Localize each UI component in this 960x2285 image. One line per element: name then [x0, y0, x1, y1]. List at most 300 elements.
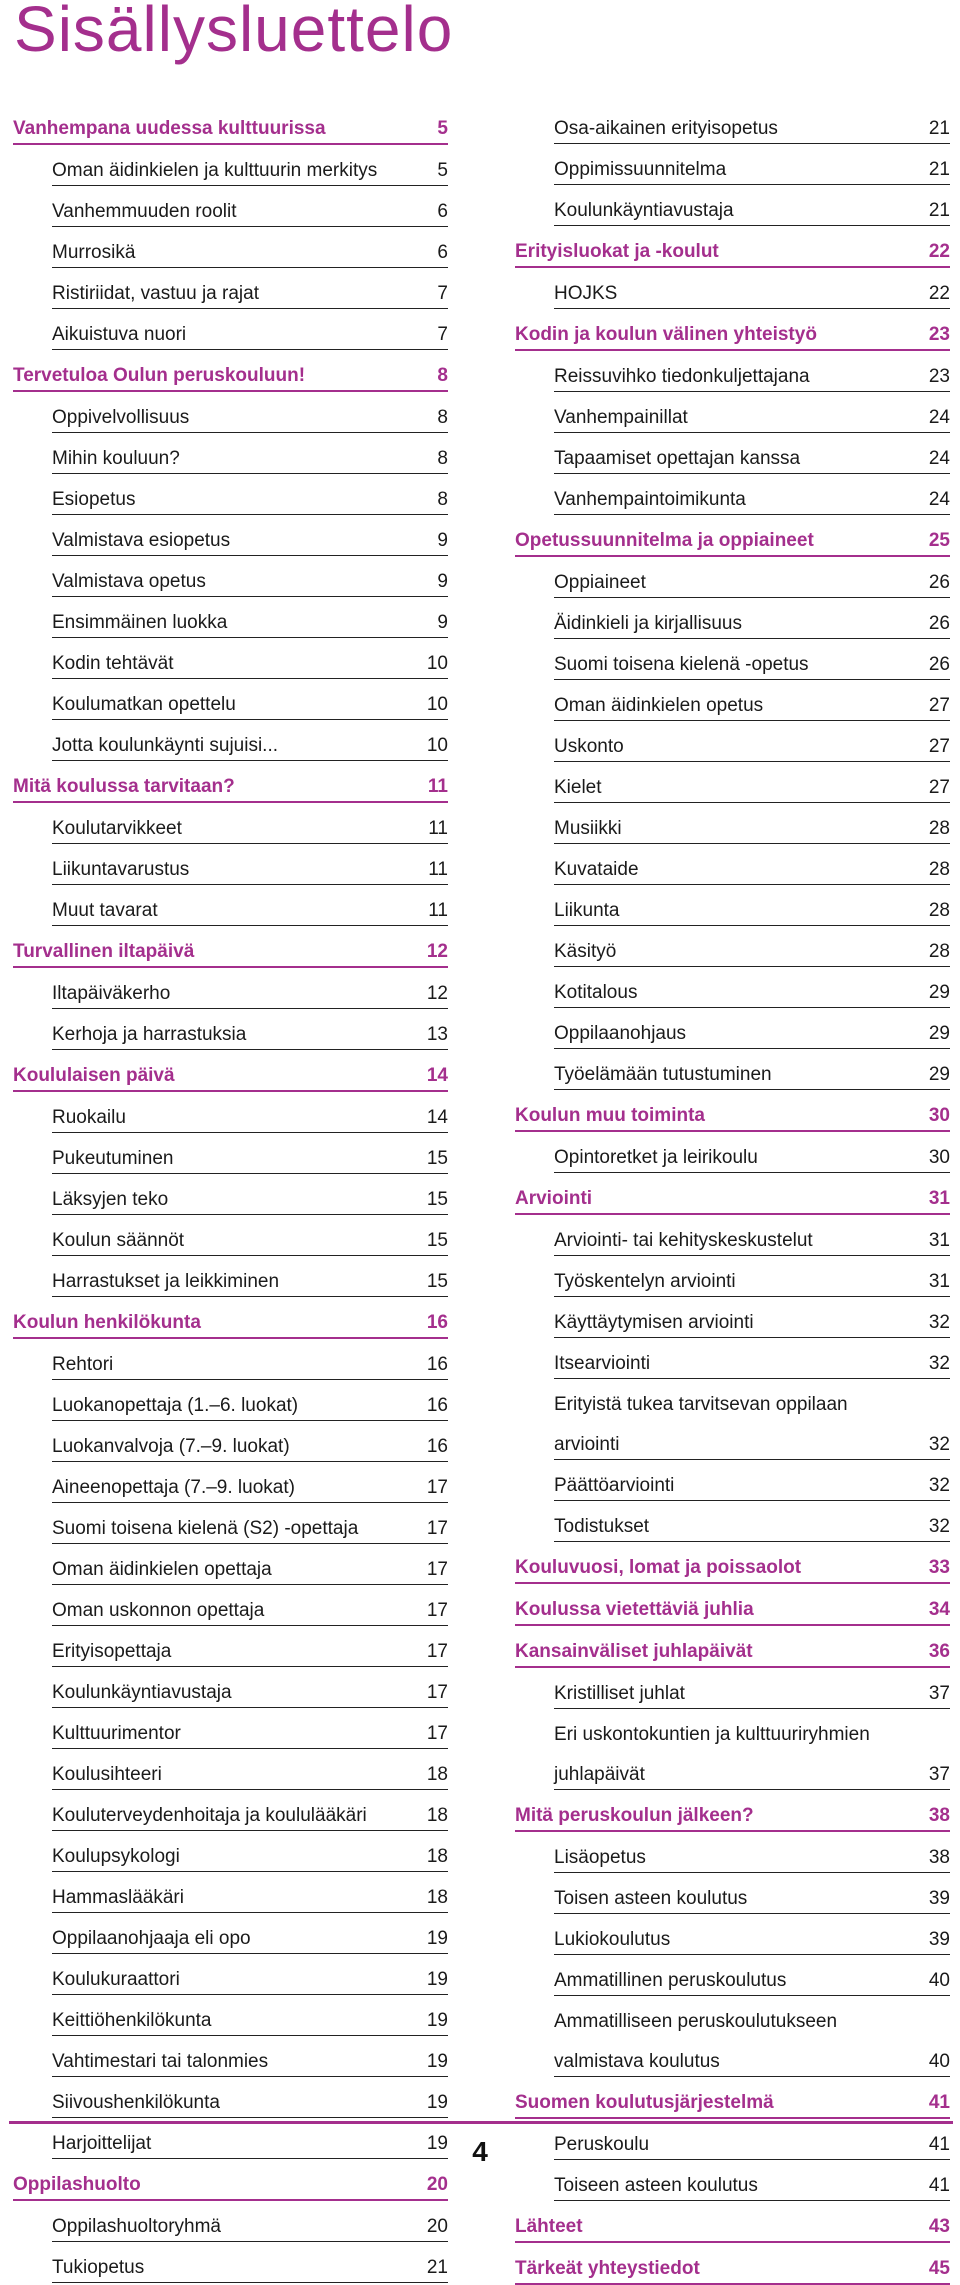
toc-page-number: 10 [426, 694, 448, 715]
toc-entry-link[interactable] [554, 185, 950, 226]
toc-entry-link[interactable] [554, 926, 950, 967]
toc-page-number: 39 [928, 1929, 950, 1950]
toc-entry-title: Toiseen asteen koulutus [554, 2175, 758, 2196]
toc-entry-link[interactable] [52, 2077, 448, 2118]
toc-entry-title: Koulusihteeri [52, 1764, 162, 1785]
toc-entry-link[interactable] [52, 597, 448, 638]
toc-entry-link[interactable] [554, 1749, 950, 1790]
toc-entry-title: Harjoittelijat [52, 2133, 152, 2154]
toc-entry-title: Erityistä tukea tarvitsevan oppilaan [554, 1394, 848, 1415]
toc-entry-title: Oppilashuolto [13, 2174, 141, 2195]
toc-page-number: 17 [426, 1600, 448, 1621]
toc-entry-link[interactable] [554, 2036, 950, 2077]
toc-page-number: 14 [426, 1065, 448, 1086]
toc-page-number: 31 [928, 1188, 950, 1209]
toc-page-number: 5 [437, 118, 448, 139]
toc-entry-title: Suomen koulutusjärjestelmä [515, 2092, 774, 2113]
toc-page-number: 8 [437, 448, 448, 469]
toc-entry-link[interactable] [52, 1626, 448, 1667]
toc-entry-link[interactable] [52, 392, 448, 433]
toc-entry-link[interactable] [52, 968, 448, 1009]
toc-entry-link[interactable] [554, 144, 950, 185]
toc-entry-title: Todistukset [554, 1516, 650, 1537]
toc-entry-title: Koulunkäyntiavustaja [554, 200, 734, 221]
toc-entry-link[interactable] [554, 1501, 950, 1542]
toc-entry-title: Käsityö [554, 941, 617, 962]
toc-page-number: 37 [928, 1764, 950, 1785]
toc-page-number: 9 [437, 571, 448, 592]
toc-entry-title: Esiopetus [52, 489, 136, 510]
toc-page-number: 27 [928, 695, 950, 716]
toc-entry-title: Toisen asteen koulutus [554, 1888, 748, 1909]
toc-page-number: 6 [437, 242, 448, 263]
toc-page-number: 22 [928, 241, 950, 262]
toc-entry-title: Turvallinen iltapäivä [13, 941, 195, 962]
toc-page-number: 30 [928, 1147, 950, 1168]
toc-section-link[interactable] [13, 1297, 448, 1339]
toc-page-number: 12 [426, 941, 448, 962]
toc-page-number: 41 [928, 2134, 950, 2155]
toc-entry-link[interactable] [52, 638, 448, 679]
toc-page-number: 32 [928, 1353, 950, 1374]
toc-page-number: 15 [426, 1148, 448, 1169]
toc-entry-link[interactable] [52, 1544, 448, 1585]
toc-entry-link[interactable] [52, 1995, 448, 2036]
toc-entry-link[interactable] [52, 1092, 448, 1133]
toc-entry-title: Tärkeät yhteystiedot [515, 2258, 700, 2279]
toc-entry-title: Erityisluokat ja -koulut [515, 241, 719, 262]
toc-entry-link[interactable] [554, 474, 950, 515]
toc-entry-title: HOJKS [554, 283, 618, 304]
toc-entry-link[interactable] [52, 1462, 448, 1503]
toc-page-number: 16 [426, 1312, 448, 1333]
toc-page-number: 8 [437, 407, 448, 428]
toc-entry-title: Työelämään tutustuminen [554, 1064, 772, 1085]
toc-entry-title: Koulutarvikkeet [52, 818, 182, 839]
toc-page-number: 18 [426, 1846, 448, 1867]
toc-page-number: 38 [928, 1805, 950, 1826]
toc-entry-link[interactable] [554, 1709, 950, 1749]
toc-page-number: 36 [928, 1641, 950, 1662]
toc-entry-title: Arviointi [515, 1188, 593, 1209]
toc-entry-title: Hammaslääkäri [52, 1887, 184, 1908]
toc-entry-link[interactable] [554, 1132, 950, 1173]
toc-page-number: 11 [428, 818, 448, 839]
toc-entry-title: Vanhempaintoimikunta [554, 489, 746, 510]
toc-entry-link[interactable] [52, 2242, 448, 2283]
toc-page-number: 32 [928, 1475, 950, 1496]
toc-page-number: 15 [426, 1189, 448, 1210]
toc-entry-title: Liikuntavarustus [52, 859, 190, 880]
toc-page-number: 24 [928, 489, 950, 510]
toc-entry-link[interactable] [52, 679, 448, 720]
toc-entry-title: Kansainväliset juhlapäivät [515, 1641, 753, 1662]
toc-entry-title: Kulttuurimentor [52, 1723, 181, 1744]
toc-page-number: 11 [428, 859, 448, 880]
toc-entry-link[interactable] [52, 885, 448, 926]
toc-left-column [13, 103, 448, 2283]
toc-page-number: 29 [928, 982, 950, 1003]
toc-entry-link[interactable] [52, 1174, 448, 1215]
toc-page-number: 17 [426, 1723, 448, 1744]
toc-page-number: 18 [426, 1764, 448, 1785]
toc-page-number: 28 [928, 900, 950, 921]
toc-page-number: 33 [928, 1557, 950, 1578]
toc-entry-link[interactable] [554, 639, 950, 680]
toc-entry-title: Koulunkäyntiavustaja [52, 1682, 232, 1703]
toc-page-number: 8 [437, 365, 448, 386]
toc-entry-title: Koulumatkan opettelu [52, 694, 236, 715]
toc-page-number: 20 [426, 2216, 448, 2237]
toc-page-number: 29 [928, 1023, 950, 1044]
toc-section-link[interactable] [13, 1050, 448, 1092]
toc-entry-title: Ammatilliseen peruskoulutukseen [554, 2011, 838, 2032]
toc-entry-title: Opetussuunnitelma ja oppiaineet [515, 530, 814, 551]
toc-page-number: 29 [928, 1064, 950, 1085]
toc-page-number: 40 [928, 1970, 950, 1991]
toc-page-number: 37 [928, 1683, 950, 1704]
toc-entry-link[interactable] [554, 844, 950, 885]
toc-entry-title: Kristilliset juhlat [554, 1683, 685, 1704]
toc-entry-title: Valmistava opetus [52, 571, 206, 592]
toc-entry-link[interactable] [52, 844, 448, 885]
toc-entry-link[interactable] [554, 762, 950, 803]
toc-page-number: 32 [928, 1434, 950, 1455]
toc-entry-link[interactable] [554, 721, 950, 762]
toc-entry-link[interactable] [554, 1914, 950, 1955]
toc-entry-link[interactable] [52, 1913, 448, 1954]
toc-entry-title: Osa-aikainen erityisopetus [554, 118, 778, 139]
toc-page-number: 23 [928, 366, 950, 387]
toc-entry-title: Oppiaineet [554, 572, 646, 593]
toc-entry-link[interactable] [52, 2201, 448, 2242]
toc-entry-title: Mitä koulussa tarvitaan? [13, 776, 235, 797]
toc-entry-title: Kerhoja ja harrastuksia [52, 1024, 247, 1045]
toc-page-number: 32 [928, 1312, 950, 1333]
toc-entry-link[interactable] [554, 598, 950, 639]
toc-entry-title: Lähteet [515, 2216, 583, 2237]
toc-page-number: 26 [928, 654, 950, 675]
toc-entry-link[interactable] [52, 227, 448, 268]
toc-entry-link[interactable] [52, 515, 448, 556]
toc-page-number: 40 [928, 2051, 950, 2072]
toc-entry-title: Reissuvihko tiedonkuljettajana [554, 366, 810, 387]
toc-entry-title: Läksyjen teko [52, 1189, 169, 1210]
toc-entry-title: Oman äidinkielen opettaja [52, 1559, 272, 1580]
toc-page-number: 19 [426, 2051, 448, 2072]
toc-entry-link[interactable] [554, 967, 950, 1008]
toc-page-number: 18 [426, 1887, 448, 1908]
toc-entry-link[interactable] [52, 2036, 448, 2077]
toc-entry-title: Ruokailu [52, 1107, 126, 1128]
toc-entry-title: Harrastukset ja leikkiminen [52, 1271, 280, 1292]
toc-entry-link[interactable] [554, 1338, 950, 1379]
toc-entry-title: Päättöarviointi [554, 1475, 675, 1496]
toc-entry-link[interactable] [52, 1831, 448, 1872]
toc-section-link[interactable] [515, 309, 950, 351]
toc-entry-title: Ammatillinen peruskoulutus [554, 1970, 787, 1991]
toc-entry-link[interactable] [554, 351, 950, 392]
toc-entry-link[interactable] [554, 1668, 950, 1709]
toc-entry-link[interactable] [52, 1339, 448, 1380]
toc-entry-link[interactable] [52, 1954, 448, 1995]
toc-entry-title: Kotitalous [554, 982, 638, 1003]
toc-section-link[interactable] [13, 350, 448, 392]
toc-entry-title: Lisäopetus [554, 1847, 646, 1868]
toc-entry-link[interactable] [554, 268, 950, 309]
toc-entry-link[interactable] [554, 1379, 950, 1419]
toc-page-number: 22 [928, 283, 950, 304]
toc-section-link[interactable] [13, 103, 448, 145]
toc-entry-link[interactable] [554, 433, 950, 474]
toc-entry-link[interactable] [52, 1585, 448, 1626]
toc-page-number: 17 [426, 1682, 448, 1703]
toc-entry-title: Kielet [554, 777, 602, 798]
toc-page-number: 17 [426, 1641, 448, 1662]
toc-section-link[interactable] [515, 1626, 950, 1668]
toc-entry-title: Luokanopettaja (1.–6. luokat) [52, 1395, 299, 1416]
toc-entry-title: Liikunta [554, 900, 620, 921]
toc-section-link[interactable] [515, 1173, 950, 1215]
toc-entry-title: Suomi toisena kielenä (S2) -opettaja [52, 1518, 359, 1539]
toc-entry-title: Koulupsykologi [52, 1846, 180, 1867]
toc-entry-title: Keittiöhenkilökunta [52, 2010, 212, 2031]
toc-entry-link[interactable] [52, 1872, 448, 1913]
toc-entry-title: Vanhempana uudessa kulttuurissa [13, 118, 326, 139]
toc-entry-title: Rehtori [52, 1354, 114, 1375]
toc-entry-title: Kuvataide [554, 859, 639, 880]
toc-page-number: 5 [437, 160, 448, 181]
toc-entry-link[interactable] [52, 556, 448, 597]
toc-page-number: 15 [426, 1230, 448, 1251]
toc-entry-title: Oppivelvollisuus [52, 407, 190, 428]
toc-page-number: 19 [426, 2010, 448, 2031]
toc-section-link[interactable] [515, 1090, 950, 1132]
toc-page-number: 41 [928, 2092, 950, 2113]
toc-page-number: 18 [426, 1805, 448, 1826]
toc-page-number: 24 [928, 407, 950, 428]
toc-entry-title: Koululaisen päivä [13, 1065, 175, 1086]
toc-page-number: 7 [437, 324, 448, 345]
toc-section-link[interactable] [515, 1542, 950, 1584]
toc-entry-title: Pukeutuminen [52, 1148, 174, 1169]
toc-entry-link[interactable] [554, 1049, 950, 1090]
toc-entry-link[interactable] [554, 392, 950, 433]
toc-entry-link[interactable] [52, 1667, 448, 1708]
toc-entry-title: Jotta koulunkäynti sujuisi... [52, 735, 279, 756]
toc-entry-title: Arviointi- tai kehityskeskustelut [554, 1230, 813, 1251]
toc-entry-link[interactable] [52, 1215, 448, 1256]
toc-entry-title: Kodin tehtävät [52, 653, 174, 674]
toc-entry-title: Oppilaanohjaaja eli opo [52, 1928, 251, 1949]
toc-entry-link[interactable] [52, 433, 448, 474]
toc-section-link[interactable] [515, 226, 950, 268]
toc-entry-title: Koulukuraattori [52, 1969, 180, 1990]
toc-entry-title: Muut tavarat [52, 900, 158, 921]
toc-page-number: 17 [426, 1518, 448, 1539]
toc-entry-title: Koulun säännöt [52, 1230, 185, 1251]
toc-entry-title: Aikuistuva nuori [52, 324, 187, 345]
toc-page-number: 6 [437, 201, 448, 222]
toc-entry-title: juhlapäivät [554, 1764, 645, 1785]
toc-entry-link[interactable] [554, 885, 950, 926]
toc-section-link[interactable] [515, 2201, 950, 2243]
toc-entry-title: Tervetuloa Oulun peruskouluun! [13, 365, 306, 386]
toc-entry-title: Oman uskonnon opettaja [52, 1600, 265, 1621]
toc-entry-title: Ristiriidat, vastuu ja rajat [52, 283, 259, 304]
toc-page-number: 27 [928, 736, 950, 757]
toc-entry-link[interactable] [554, 1008, 950, 1049]
toc-entry-title: Vanhemmuuden roolit [52, 201, 237, 222]
toc-entry-title: Oppilaanohjaus [554, 1023, 687, 1044]
toc-section-link[interactable] [13, 926, 448, 968]
toc-section-link[interactable] [13, 761, 448, 803]
toc-page-number: 14 [426, 1107, 448, 1128]
toc-page-number: 21 [928, 200, 950, 221]
toc-entry-title: Mihin kouluun? [52, 448, 180, 469]
toc-entry-title: Murrosikä [52, 242, 136, 263]
toc-entry-link[interactable] [52, 145, 448, 186]
toc-page-number: 45 [928, 2258, 950, 2279]
toc-entry-title: Erityisopettaja [52, 1641, 172, 1662]
toc-page-number: 7 [437, 283, 448, 304]
toc-entry-title: Oppilashuoltoryhmä [52, 2216, 221, 2237]
toc-page-number: 43 [928, 2216, 950, 2237]
toc-entry-link[interactable] [52, 1421, 448, 1462]
toc-entry-title: Siivoushenkilökunta [52, 2092, 220, 2113]
toc-entry-title: Ensimmäinen luokka [52, 612, 228, 633]
toc-page-number: 27 [928, 777, 950, 798]
toc-entry-link[interactable] [52, 474, 448, 515]
toc-entry-link[interactable] [52, 1380, 448, 1421]
toc-page-number: 17 [426, 1559, 448, 1580]
toc-entry-title: Käyttäytymisen arviointi [554, 1312, 754, 1333]
toc-page-number: 38 [928, 1847, 950, 1868]
page-number: 4 [472, 2136, 488, 2167]
toc-entry-title: Peruskoulu [554, 2134, 650, 2155]
page-title: Sisällysluettelo [14, 0, 454, 65]
toc-entry-link[interactable] [554, 1873, 950, 1914]
toc-entry-title: Itsearviointi [554, 1353, 651, 1374]
toc-entry-link[interactable] [52, 1133, 448, 1174]
toc-entry-link[interactable] [554, 1955, 950, 1996]
toc-entry-title: valmistava koulutus [554, 2051, 720, 2072]
toc-entry-link[interactable] [554, 103, 950, 144]
toc-entry-link[interactable] [52, 309, 448, 350]
toc-page-number: 19 [426, 1969, 448, 1990]
toc-page-number: 31 [928, 1271, 950, 1292]
toc-entry-link[interactable] [52, 803, 448, 844]
toc-page-number: 13 [426, 1024, 448, 1045]
toc-entry-link[interactable] [52, 268, 448, 309]
toc-page-number: 11 [428, 900, 448, 921]
toc-page-number: 10 [426, 653, 448, 674]
toc-entry-link[interactable] [554, 1460, 950, 1501]
toc-page-number: 23 [928, 324, 950, 345]
toc-section-link[interactable] [515, 2243, 950, 2285]
toc-page-number: 15 [426, 1271, 448, 1292]
toc-entry-link[interactable] [52, 186, 448, 227]
toc-entry-link[interactable] [52, 1009, 448, 1050]
toc-entry-link[interactable] [554, 1832, 950, 1873]
toc-page-number: 21 [426, 2257, 448, 2278]
toc-entry-link[interactable] [52, 1503, 448, 1544]
toc-entry-title: Vanhempainillat [554, 407, 688, 428]
toc-entry-title: Oman äidinkielen ja kulttuurin merkitys [52, 160, 378, 181]
toc-entry-link[interactable] [52, 1749, 448, 1790]
toc-page-number: 19 [426, 2092, 448, 2113]
toc-entry-link[interactable] [554, 680, 950, 721]
toc-entry-link[interactable] [554, 803, 950, 844]
toc-entry-link[interactable] [554, 1297, 950, 1338]
toc-section-link[interactable] [515, 1584, 950, 1626]
toc-entry-title: Eri uskontokuntien ja kulttuuriryhmien [554, 1724, 870, 1745]
toc-page-number: 12 [426, 983, 448, 1004]
toc-entry-title: Iltapäiväkerho [52, 983, 171, 1004]
toc-entry-title: Kouluterveydenhoitaja ja koululääkäri [52, 1805, 367, 1826]
toc-page-number: 26 [928, 572, 950, 593]
toc-page-number: 10 [426, 735, 448, 756]
toc-page-number: 39 [928, 1888, 950, 1909]
toc-entry-title: Musiikki [554, 818, 622, 839]
toc-page-number: 34 [928, 1599, 950, 1620]
toc-page-number: 41 [928, 2175, 950, 2196]
toc-entry-link[interactable] [554, 1256, 950, 1297]
toc-entry-title: arviointi [554, 1434, 620, 1455]
toc-entry-title: Suomi toisena kielenä -opetus [554, 654, 809, 675]
toc-section-link[interactable] [515, 1790, 950, 1832]
toc-entry-link[interactable] [554, 557, 950, 598]
toc-page-number: 24 [928, 448, 950, 469]
toc-entry-link[interactable] [554, 1419, 950, 1460]
toc-section-link[interactable] [515, 515, 950, 557]
toc-entry-title: Oman äidinkielen opetus [554, 695, 764, 716]
toc-entry-link[interactable] [52, 1708, 448, 1749]
toc-entry-link[interactable] [52, 1790, 448, 1831]
toc-section-link[interactable] [515, 2077, 950, 2119]
toc-entry-title: Oppimissuunnitelma [554, 159, 727, 180]
toc-page-number: 28 [928, 941, 950, 962]
toc-page-number: 9 [437, 612, 448, 633]
toc-entry-title: Kouluvuosi, lomat ja poissaolot [515, 1557, 802, 1578]
toc-entry-title: Luokanvalvoja (7.–9. luokat) [52, 1436, 290, 1457]
toc-entry-link[interactable] [52, 720, 448, 761]
toc-page-number: 32 [928, 1516, 950, 1537]
toc-entry-title: Koulussa vietettäviä juhlia [515, 1599, 754, 1620]
toc-page-number: 21 [928, 118, 950, 139]
toc-entry-link[interactable] [52, 1256, 448, 1297]
toc-page-number: 8 [437, 489, 448, 510]
toc-page-number: 28 [928, 859, 950, 880]
toc-entry-title: Opintoretket ja leirikoulu [554, 1147, 758, 1168]
toc-page-number: 26 [928, 613, 950, 634]
toc-entry-title: Kodin ja koulun välinen yhteistyö [515, 324, 817, 345]
toc-page-number: 20 [426, 2174, 448, 2195]
toc-page-number: 16 [426, 1395, 448, 1416]
toc-page-number: 19 [426, 1928, 448, 1949]
toc-entry-title: Valmistava esiopetus [52, 530, 231, 551]
toc-entry-title: Tukiopetus [52, 2257, 145, 2278]
toc-entry-title: Lukiokoulutus [554, 1929, 671, 1950]
toc-page-number: 30 [928, 1105, 950, 1126]
toc-entry-title: Mitä peruskoulun jälkeen? [515, 1805, 754, 1826]
toc-entry-link[interactable] [554, 1215, 950, 1256]
toc-entry-title: Aineenopettaja (7.–9. luokat) [52, 1477, 295, 1498]
toc-page-number: 28 [928, 818, 950, 839]
toc-page-number: 16 [426, 1436, 448, 1457]
toc-entry-title: Uskonto [554, 736, 624, 757]
toc-entry-link[interactable] [554, 1996, 950, 2036]
